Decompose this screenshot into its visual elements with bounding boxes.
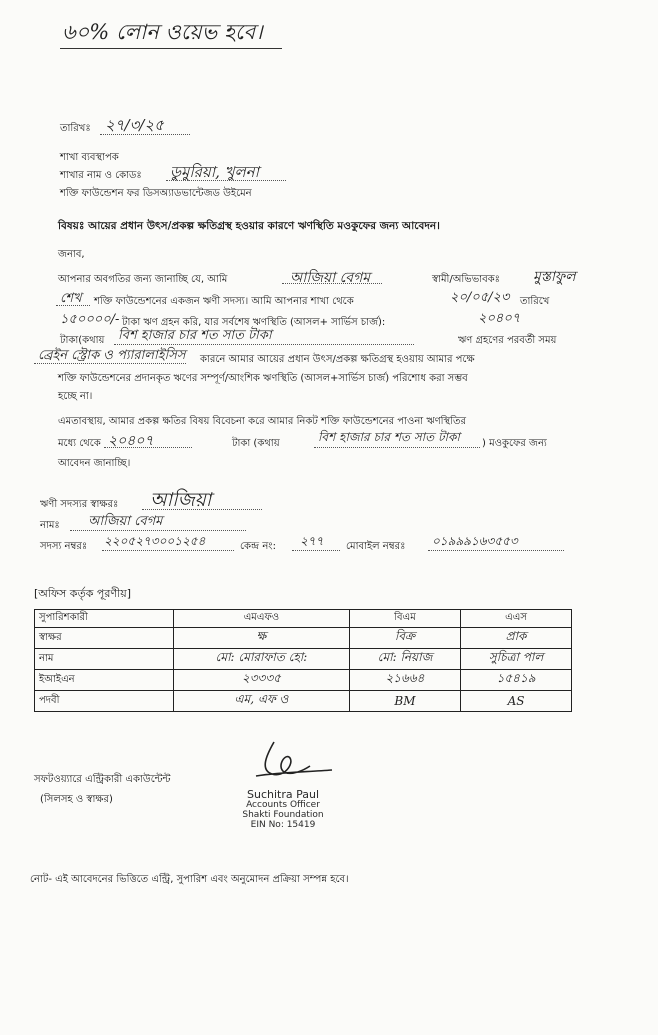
para1-text-6: টাকা(কথায় (60, 335, 105, 346)
accountant-sublabel: (সিলসহ ও স্বাক্ষর) (40, 794, 113, 805)
guardian-hand-2: শেখ (60, 291, 82, 306)
guardian-dotline (56, 305, 90, 306)
subject-line: বিষয়ঃ আয়ের প্রধান উৎস/প্রকল্প ক্ষতিগ্রস্থ হওয়ার কারণে ঋণস্থিতি মওকুফের জন্য আবেদন। (58, 220, 440, 232)
para1-text-7: ঋণ গ্রহণের পরবর্তী সময় (458, 335, 557, 346)
para2-text-4: ) মওকুফের জন্য (482, 438, 547, 449)
addressee-title: শাখা ব্যবস্থাপক (60, 152, 119, 163)
balance-hand: ২০৪০৭ (478, 311, 521, 326)
date-dotline (100, 134, 190, 135)
bm-name: মো: নিয়াজ (349, 649, 460, 670)
mfo-ein: ২৩৩৩৫ (174, 670, 350, 691)
loan-date-hand: ২০/০৫/২৩ (450, 290, 510, 305)
organization-name: শক্তি ফাউন্ডেশন ফর ডিসঅ্যাডভান্টেজড উইমেন (60, 188, 252, 199)
balance-words-hand: বিশ হাজার চার শত সাত টাকা (118, 328, 272, 343)
mobile-dotline (428, 550, 564, 551)
as-designation: AS (461, 691, 572, 712)
date-label: তারিখঃ (60, 123, 91, 134)
para1-text-8: কারনে আমার আয়ের প্রধান উৎস/প্রকল্প ক্ষতিগ্রস্থ হওয়ায় আমার পক্ষে (200, 354, 475, 365)
row-label-ein: ইআইএন (35, 670, 174, 691)
member-name-label: নামঃ (40, 520, 60, 531)
para2-text-5: আবেদন জানাচ্ছি। (58, 458, 131, 469)
header-recommender: সুপারিশকারী (35, 610, 174, 628)
header-as: এএস (461, 610, 572, 628)
para1-text-4: তারিখে (520, 296, 550, 307)
member-name-hand: আজিয়া বেগম (290, 270, 371, 286)
waiver-words-hand: বিশ হাজার চার শত সাত টাকা (318, 430, 460, 444)
para1-text-9: শক্তি ফাউন্ডেশনের প্রদানকৃত ঋণের সম্পূর্ণ/আংশিক ঋণস্থিতি (আসল+সার্ভিস চার্জ) পরিশোধ করা সম্ভব (58, 373, 468, 384)
member-name-value: আজিয়া বেগম (88, 514, 163, 529)
as-name: সুচিত্রা পাল (461, 649, 572, 670)
office-row-name (35, 649, 572, 670)
mobile-label: মোবাইল নম্বরঃ (346, 541, 406, 552)
mfo-designation: এম, এফ ও (174, 691, 350, 712)
mobile-value: ০১৯৯৯১৬৩৫৫৩ (432, 534, 518, 548)
accountant-signature-icon (236, 736, 336, 784)
member-signature: আজিয়া (150, 489, 212, 511)
bm-signature: বিক্র (349, 628, 460, 649)
reason-dotline (34, 363, 186, 364)
para2-text-2: মধ্যে থেকে (58, 438, 101, 449)
office-row-ein (35, 670, 572, 691)
para1-text-5: টাকা ঋণ গ্রহন করি, যার সর্বশেষ ঋণস্থিতি (আসল+ সার্ভিস চার্জ): (122, 317, 386, 328)
office-header-row (35, 610, 572, 628)
center-dotline (292, 550, 340, 551)
para1-text-2: স্বামী/অভিভাবকঃ (432, 274, 500, 285)
para1-text-1: আপনার অবগতির জন্য জানাচ্ছি যে, আমি (58, 274, 228, 285)
office-table (34, 609, 572, 712)
bm-ein: ২১৬৬৪ (349, 670, 460, 691)
bm-designation: BM (349, 691, 460, 712)
center-value: ২৭৭ (300, 534, 324, 548)
loan-amount-hand: ১৫০০০০/- (60, 312, 120, 327)
as-ein: ১৫৪১৯ (461, 670, 572, 691)
row-label-designation: পদবী (35, 691, 174, 712)
waiver-amount-dotline (104, 447, 192, 448)
para2-text-3: টাকা (কথায় (232, 438, 280, 449)
guardian-hand-1: মুস্তাফুল (533, 269, 576, 285)
center-label: কেন্দ্র নং: (240, 541, 276, 552)
balance-words-dotline (114, 344, 414, 345)
footer-note: নোট- এই আবেদনের ভিত্তিতে এন্ট্রি, সুপারিশ এবং অনুমোদন প্রক্রিয়া সম্পন্ন হবে। (30, 874, 349, 885)
handwritten-note: ৬০% লোন ওয়েভ হবে। (62, 20, 263, 44)
branch-label: শাখার নাম ও কোডঃ (60, 170, 142, 181)
row-label-name: নাম (35, 649, 174, 670)
branch-value: ডুমুরিয়া, খুলনা (170, 163, 259, 181)
para2-text-1: এমতাবস্থায়, আমার প্রকল্প ক্ষতির বিষয় বিবেচনা করে আমার নিকট শক্তি ফাউন্ডেশনের পাওনা ঋণস্থিতির (58, 416, 467, 427)
branch-dotline (166, 180, 286, 181)
member-id-value: ২২০৫২৭৩০০১২৫৪ (104, 534, 206, 548)
office-row-signature (35, 628, 572, 649)
office-section-title: [অফিস কর্তৃক পূরণীয়] (34, 587, 131, 600)
stamp-org: Shakti Foundation (242, 810, 324, 820)
stamp-ein: EIN No: 15419 (250, 820, 316, 830)
stamp-title: Accounts Officer (246, 800, 320, 810)
member-name-dotline (70, 530, 246, 531)
mfo-name: মো: মোরাফাত হো: (174, 649, 350, 670)
salutation: জনাব, (58, 249, 85, 260)
member-id-dotline (102, 550, 234, 551)
note-underline (60, 48, 282, 49)
para1-text-10: হচ্ছে না। (58, 391, 93, 402)
waiver-words-dotline (314, 447, 480, 448)
office-row-designation (35, 691, 572, 712)
mfo-signature: ক্ষ (174, 628, 350, 649)
as-signature: প্রাক (461, 628, 572, 649)
accountant-stamp (228, 790, 338, 830)
row-label-signature: স্বাক্ষর (35, 628, 174, 649)
date-value: ২৭/৩/২৫ (105, 116, 164, 134)
name-dotline (282, 283, 382, 284)
header-bm: বিএম (349, 610, 460, 628)
reason-hand: ব্রেইন স্ট্রোক ও প্যারালাইসিস (38, 348, 186, 363)
waiver-amount-hand: ২০৪০৭ (108, 433, 154, 449)
header-mfo: এমএফও (174, 610, 350, 628)
member-id-label: সদস্য নম্বরঃ (40, 541, 88, 552)
sign-dotline (142, 509, 262, 510)
stamp-name: Suchitra Paul (246, 788, 319, 801)
member-sign-label: ঋণী সদস্যর স্বাক্ষরঃ (40, 499, 119, 510)
para1-text-3: শক্তি ফাউন্ডেশনের একজন ঋণী সদস্য। আমি আপনার শাখা থেকে (94, 296, 354, 307)
accountant-label: সফটওয়্যারে এন্ট্রিকারী একাউন্টেন্ট (34, 774, 171, 785)
